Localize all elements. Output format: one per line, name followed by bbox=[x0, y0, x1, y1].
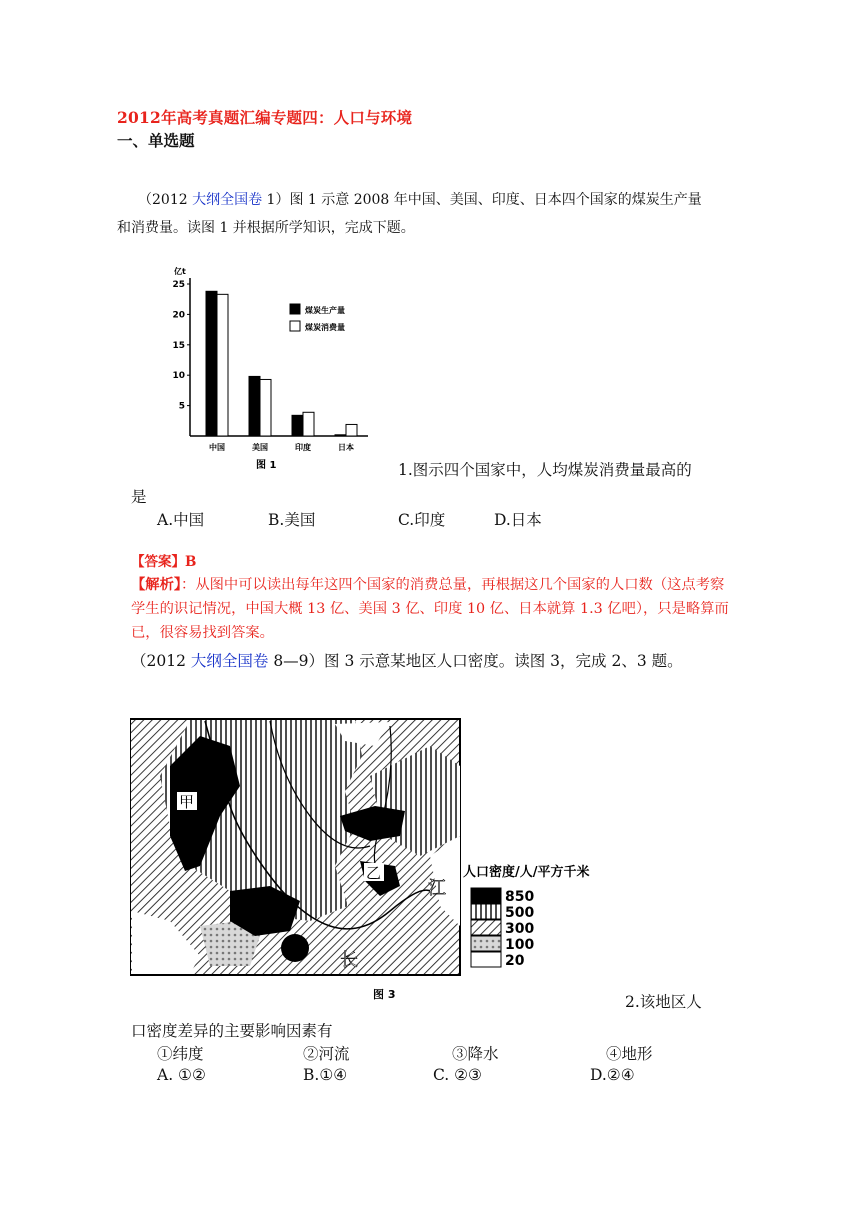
bar-production bbox=[292, 415, 303, 436]
y-tick-label: 25 bbox=[172, 280, 185, 290]
x-tick-label: 美国 bbox=[252, 443, 268, 452]
source-paren-2: （2012 bbox=[131, 652, 191, 670]
legend-swatch bbox=[290, 321, 300, 331]
question-1-intro bbox=[138, 184, 738, 217]
q2-option-b: B.①④ bbox=[303, 1066, 348, 1084]
item-1: ①纬度 bbox=[157, 1045, 204, 1063]
source-number: 1） bbox=[262, 192, 290, 208]
section-heading: 一、单选题 bbox=[117, 131, 195, 150]
map-legend-title: 人口密度/人/平方千米 bbox=[463, 865, 590, 880]
chart-caption: 图 1 bbox=[256, 460, 277, 471]
x-tick-label: 日本 bbox=[338, 443, 354, 452]
intro-text: 图 1 示意 2008 年中国、美国、印度、日本四个国家的煤炭生产量 bbox=[289, 192, 702, 208]
legend-swatch-20 bbox=[471, 952, 501, 967]
legend-value-20: 20 bbox=[505, 953, 525, 969]
intro-text-2: 8—9）图 3 示意某地区人口密度。读图 3，完成 2、3 题。 bbox=[268, 652, 683, 670]
legend-swatch-100 bbox=[471, 936, 501, 951]
q2-option-c: C. ②③ bbox=[433, 1066, 482, 1084]
analysis-label: 【解析】 bbox=[131, 577, 182, 593]
analysis-text: ：从图中可以读出每年这四个国家的消费总量，再根据这几个国家的人口数（这点考察学生的识记情况，中国大概 13 亿、美国 3 亿、印度 10 亿、日本就算 1.3 亿吧），只是略算而已，很容易找到答案。 bbox=[131, 577, 729, 641]
item-3: ③降水 bbox=[452, 1045, 499, 1063]
question-1-stem: 1.图示四个国家中，人均煤炭消费量最高的 bbox=[398, 461, 692, 479]
figure-1-bar-chart bbox=[170, 262, 375, 472]
bar-consumption bbox=[303, 412, 314, 436]
question-2-3-intro bbox=[131, 649, 683, 671]
legend-swatch-300 bbox=[471, 920, 501, 935]
bar-production bbox=[249, 376, 260, 436]
option-b: B.美国 bbox=[268, 511, 316, 529]
question-1-intro-line2: 和消费量。读图 1 并根据所学知识，完成下题。 bbox=[117, 220, 415, 236]
figure-3-density-map bbox=[130, 716, 630, 1006]
option-d: D.日本 bbox=[494, 511, 542, 529]
y-tick-label: 20 bbox=[172, 310, 185, 321]
x-tick-label: 印度 bbox=[295, 443, 311, 452]
legend-value-500: 500 bbox=[505, 905, 535, 921]
y-axis-label: 亿t bbox=[174, 267, 186, 276]
page-title: 2012年高考真题汇编专题四：人口与环境 bbox=[117, 108, 413, 127]
map-label-yi: 乙 bbox=[366, 864, 382, 882]
legend-value-100: 100 bbox=[505, 937, 535, 953]
analysis bbox=[131, 573, 736, 645]
legend-label: 煤炭消费量 bbox=[305, 323, 345, 332]
q2-option-a: A. ①② bbox=[157, 1066, 206, 1084]
legend-swatch bbox=[290, 304, 300, 314]
source-paren: （2012 bbox=[138, 192, 193, 208]
q2-option-d: D.②④ bbox=[590, 1066, 635, 1084]
map-label-jia: 甲 bbox=[179, 793, 195, 811]
option-c: C.印度 bbox=[398, 511, 446, 529]
legend-value-300: 300 bbox=[505, 921, 535, 937]
question-2-stem-cont: 口密度差异的主要影响因素有 bbox=[131, 1022, 333, 1040]
bar-production bbox=[206, 291, 217, 436]
bar-consumption bbox=[260, 379, 271, 436]
legend-label: 煤炭生产量 bbox=[305, 306, 345, 315]
map-label-chang: 长 bbox=[340, 950, 358, 971]
legend-swatch-500 bbox=[471, 904, 501, 919]
map-label-jiang: 江 bbox=[428, 878, 446, 899]
item-4: ④地形 bbox=[606, 1045, 653, 1063]
source-link-2[interactable]: 大纲全国卷 bbox=[190, 652, 269, 670]
source-link[interactable]: 大纲全国卷 bbox=[192, 192, 263, 208]
bar-consumption bbox=[217, 294, 228, 436]
item-2: ②河流 bbox=[303, 1045, 350, 1063]
bar-production bbox=[335, 435, 346, 436]
answer-label: 【答案】B bbox=[131, 554, 197, 570]
bar-consumption bbox=[346, 424, 357, 436]
legend-swatch-850 bbox=[471, 888, 501, 903]
y-tick-label: 10 bbox=[172, 371, 185, 382]
y-tick-label: 15 bbox=[172, 340, 185, 351]
question-2-stem: 2.该地区人 bbox=[625, 993, 702, 1011]
y-tick-label: 5 bbox=[178, 401, 185, 412]
question-1-stem-cont: 是 bbox=[131, 488, 147, 506]
map-caption: 图 3 bbox=[373, 988, 396, 1001]
x-tick-label: 中国 bbox=[209, 443, 225, 452]
option-a: A.中国 bbox=[157, 511, 205, 529]
legend-value-850: 850 bbox=[505, 889, 535, 905]
